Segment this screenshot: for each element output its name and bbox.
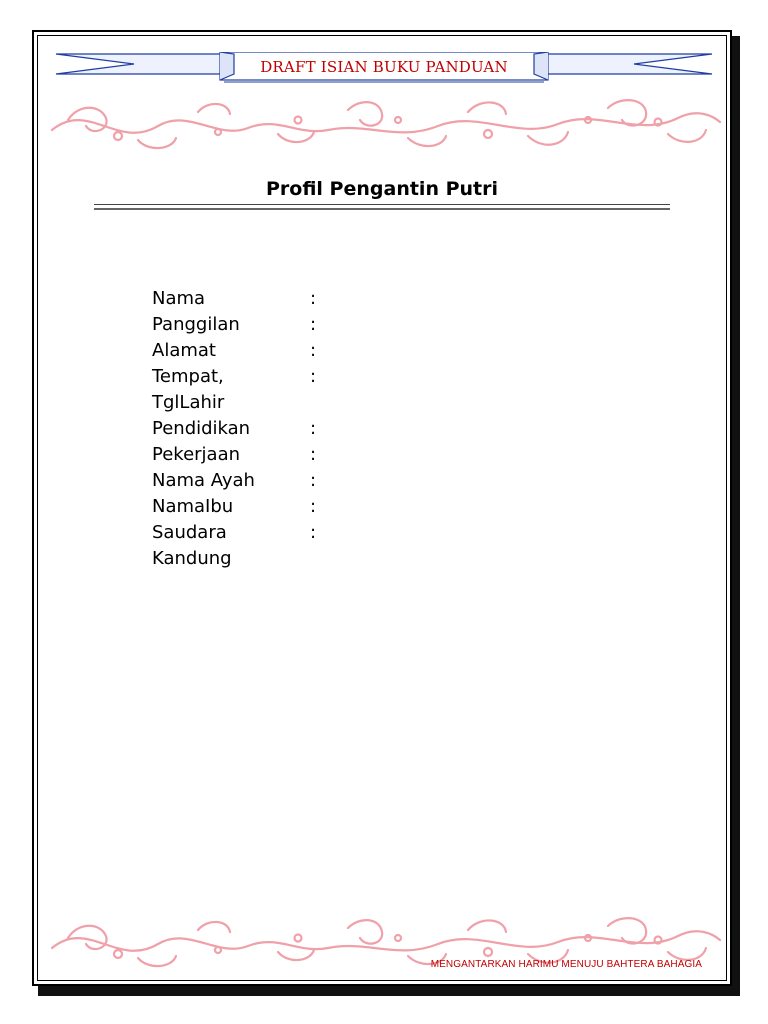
field-colon: :: [310, 418, 317, 439]
field-colon: :: [310, 366, 317, 387]
field-label: Pekerjaan: [152, 444, 241, 465]
field-colon: :: [310, 444, 317, 465]
field-nama: [152, 286, 452, 312]
field-label: Saudara Kandung: [152, 522, 232, 569]
field-label: Nama: [152, 288, 206, 309]
footer-tagline: MENGANTARKAN HARIMU MENUJU BAHTERA BAHAGIA: [430, 959, 702, 970]
field-colon: :: [310, 470, 317, 491]
field-colon: :: [310, 522, 317, 543]
field-colon: :: [310, 340, 317, 361]
field-tempat-tgl-lahir: [152, 364, 452, 416]
banner-title: DRAFT ISIAN BUKU PANDUAN: [260, 58, 508, 76]
page-title: Profil Pengantin Putri: [266, 178, 498, 200]
floral-ornament-top: [48, 90, 724, 160]
field-nama-ayah: [152, 468, 452, 494]
field-label: NamaIbu: [152, 496, 234, 517]
field-colon: :: [310, 314, 317, 335]
field-pekerjaan: [152, 442, 452, 468]
field-label: Alamat: [152, 340, 216, 361]
field-colon: :: [310, 496, 317, 517]
document-page: [32, 30, 732, 986]
field-alamat: [152, 338, 452, 364]
field-nama-ibu: [152, 494, 452, 520]
field-panggilan: [152, 312, 452, 338]
field-label: Tempat, TglLahir: [152, 366, 225, 413]
profile-form: [152, 286, 452, 572]
title-underline: [94, 204, 670, 210]
field-label: Panggilan: [152, 314, 240, 335]
field-saudara-kandung: [152, 520, 452, 572]
field-label: Pendidikan: [152, 418, 251, 439]
field-pendidikan: [152, 416, 452, 442]
field-colon: :: [310, 288, 317, 309]
field-label: Nama Ayah: [152, 470, 255, 491]
